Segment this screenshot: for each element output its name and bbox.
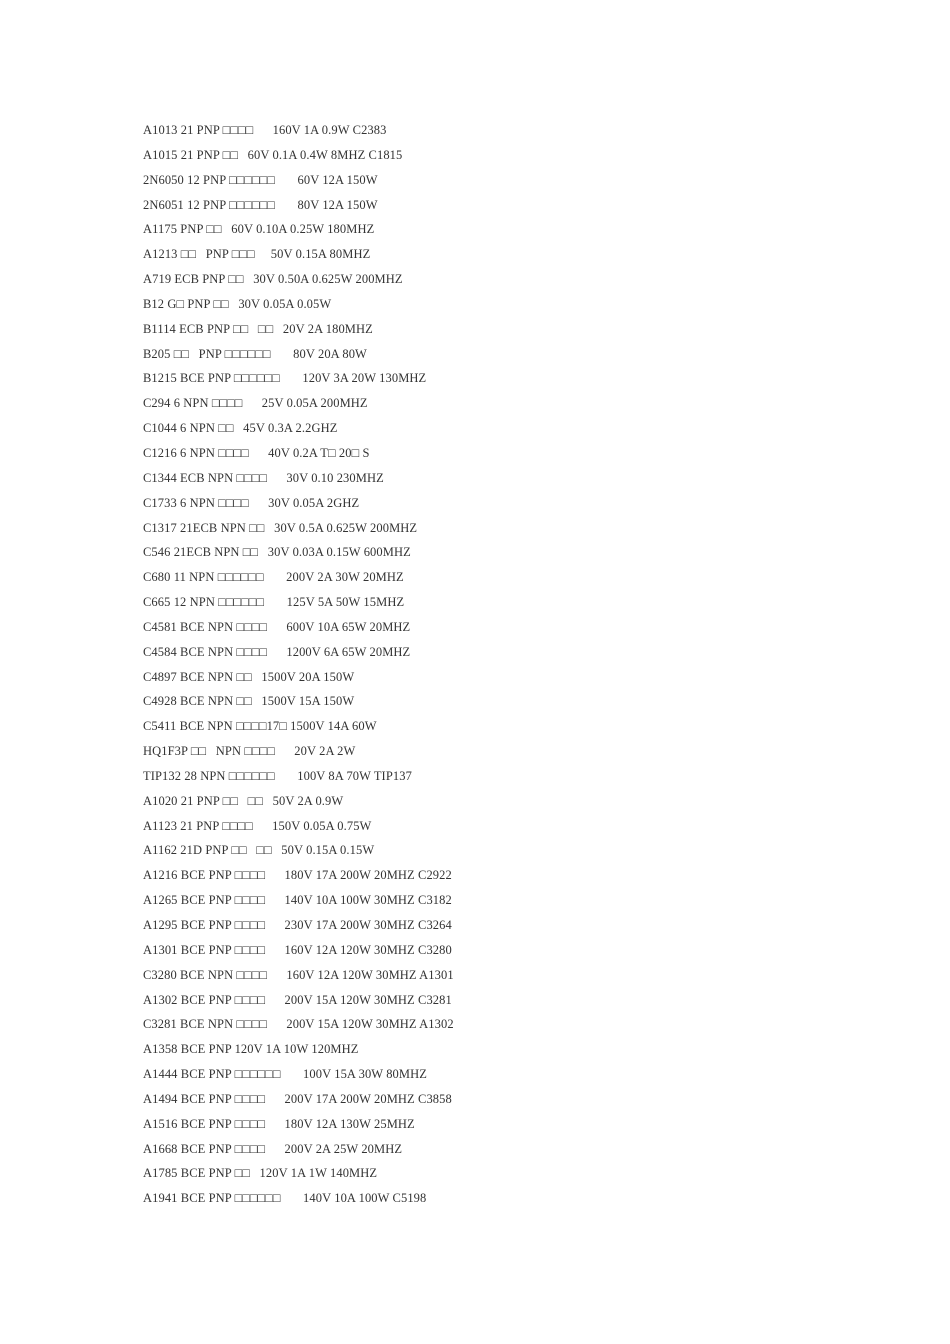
spec-line: A1295 BCE PNP □□□□ 230V 17A 200W 30MHZ C3264	[143, 918, 452, 932]
spec-line: B12 G□ PNP □□ 30V 0.05A 0.05W	[143, 296, 332, 311]
spec-line: A1216 BCE PNP □□□□ 180V 17A 200W 20MHZ C2922	[143, 868, 452, 883]
spec-line: A1020 21 PNP □□ □□ 50V 2A 0.9W	[143, 793, 344, 808]
spec-line: A1123 21 PNP □□□□ 150V 0.05A 0.75W	[143, 818, 372, 833]
spec-line: C3281 BCE NPN □□□□ 200V 15A 120W 30MHZ A1302	[143, 1017, 454, 1032]
spec-line: C1044 6 NPN □□ 45V 0.3A 2.2GHZ	[143, 421, 338, 436]
spec-line: A1358 BCE PNP 120V 1A 10W 120MHZ	[143, 1042, 359, 1057]
spec-line: C665 12 NPN □□□□□□ 125V 5A 50W 15MHZ	[143, 595, 405, 610]
spec-line: C4928 BCE NPN □□ 1500V 15A 150W	[143, 694, 355, 709]
spec-line: C4897 BCE NPN □□ 1500V 20A 150W	[143, 669, 355, 684]
spec-line: A719 ECB PNP □□ 30V 0.50A 0.625W 200MHZ	[143, 272, 403, 287]
spec-line: A1785 BCE PNP □□ 120V 1A 1W 140MHZ	[143, 1166, 378, 1181]
spec-line: C294 6 NPN □□□□ 25V 0.05A 200MHZ	[143, 396, 368, 411]
spec-line: B1215 BCE PNP □□□□□□ 120V 3A 20W 130MHZ	[143, 371, 427, 386]
spec-line: A1516 BCE PNP □□□□ 180V 12A 130W 25MHZ	[143, 1116, 415, 1131]
spec-line: 2N6051 12 PNP □□□□□□ 80V 12A 150W	[143, 197, 378, 212]
spec-line: A1494 BCE PNP □□□□ 200V 17A 200W 20MHZ C3858	[143, 1091, 452, 1106]
spec-line: HQ1F3P □□ NPN □□□□ 20V 2A 2W	[143, 744, 356, 759]
spec-line: A1265 BCE PNP □□□□ 140V 10A 100W 30MHZ C3182	[143, 893, 452, 908]
spec-line: C4584 BCE NPN □□□□ 1200V 6A 65W 20MHZ	[143, 644, 411, 659]
spec-line: A1175 PNP □□ 60V 0.10A 0.25W 180MHZ	[143, 222, 375, 237]
spec-line: C1733 6 NPN □□□□ 30V 0.05A 2GHZ	[143, 495, 360, 510]
spec-line: C680 11 NPN □□□□□□ 200V 2A 30W 20MHZ	[143, 570, 404, 585]
spec-line: 2N6050 12 PNP □□□□□□ 60V 12A 150W	[143, 172, 378, 187]
spec-line: A1302 BCE PNP □□□□ 200V 15A 120W 30MHZ C3281	[143, 992, 452, 1007]
spec-line: A1213 □□ PNP □□□ 50V 0.15A 80MHZ	[143, 247, 371, 262]
spec-line: C3280 BCE NPN □□□□ 160V 12A 120W 30MHZ A1301	[143, 967, 454, 982]
spec-line: C4581 BCE NPN □□□□ 600V 10A 65W 20MHZ	[143, 619, 411, 634]
spec-line: TIP132 28 NPN □□□□□□ 100V 8A 70W TIP137	[143, 768, 412, 783]
spec-line: A1444 BCE PNP □□□□□□ 100V 15A 30W 80MHZ	[143, 1067, 427, 1082]
spec-line: A1013 21 PNP □□□□ 160V 1A 0.9W C2383	[143, 123, 387, 137]
spec-line: C1317 21ECB NPN □□ 30V 0.5A 0.625W 200MHZ	[143, 520, 418, 535]
spec-line: B1114 ECB PNP □□ □□ 20V 2A 180MHZ	[143, 321, 373, 336]
spec-line: A1162 21D PNP □□ □□ 50V 0.15A 0.15W	[143, 843, 375, 858]
spec-line: B205 □□ PNP □□□□□□ 80V 20A 80W	[143, 346, 367, 361]
spec-line: C5411 BCE NPN □□□□17□ 1500V 14A 60W	[143, 719, 377, 734]
transistor-spec-list	[143, 118, 454, 1211]
spec-line: A1015 21 PNP □□ 60V 0.1A 0.4W 8MHZ C1815	[143, 147, 403, 162]
spec-line: C1344 ECB NPN □□□□ 30V 0.10 230MHZ	[143, 470, 384, 485]
spec-line: A1941 BCE PNP □□□□□□ 140V 10A 100W C5198	[143, 1191, 427, 1206]
spec-line: C546 21ECB NPN □□ 30V 0.03A 0.15W 600MHZ	[143, 545, 411, 560]
spec-line: A1668 BCE PNP □□□□ 200V 2A 25W 20MHZ	[143, 1141, 403, 1156]
spec-line: C1216 6 NPN □□□□ 40V 0.2A T□ 20□ S	[143, 445, 370, 460]
spec-line: A1301 BCE PNP □□□□ 160V 12A 120W 30MHZ C3280	[143, 942, 452, 957]
